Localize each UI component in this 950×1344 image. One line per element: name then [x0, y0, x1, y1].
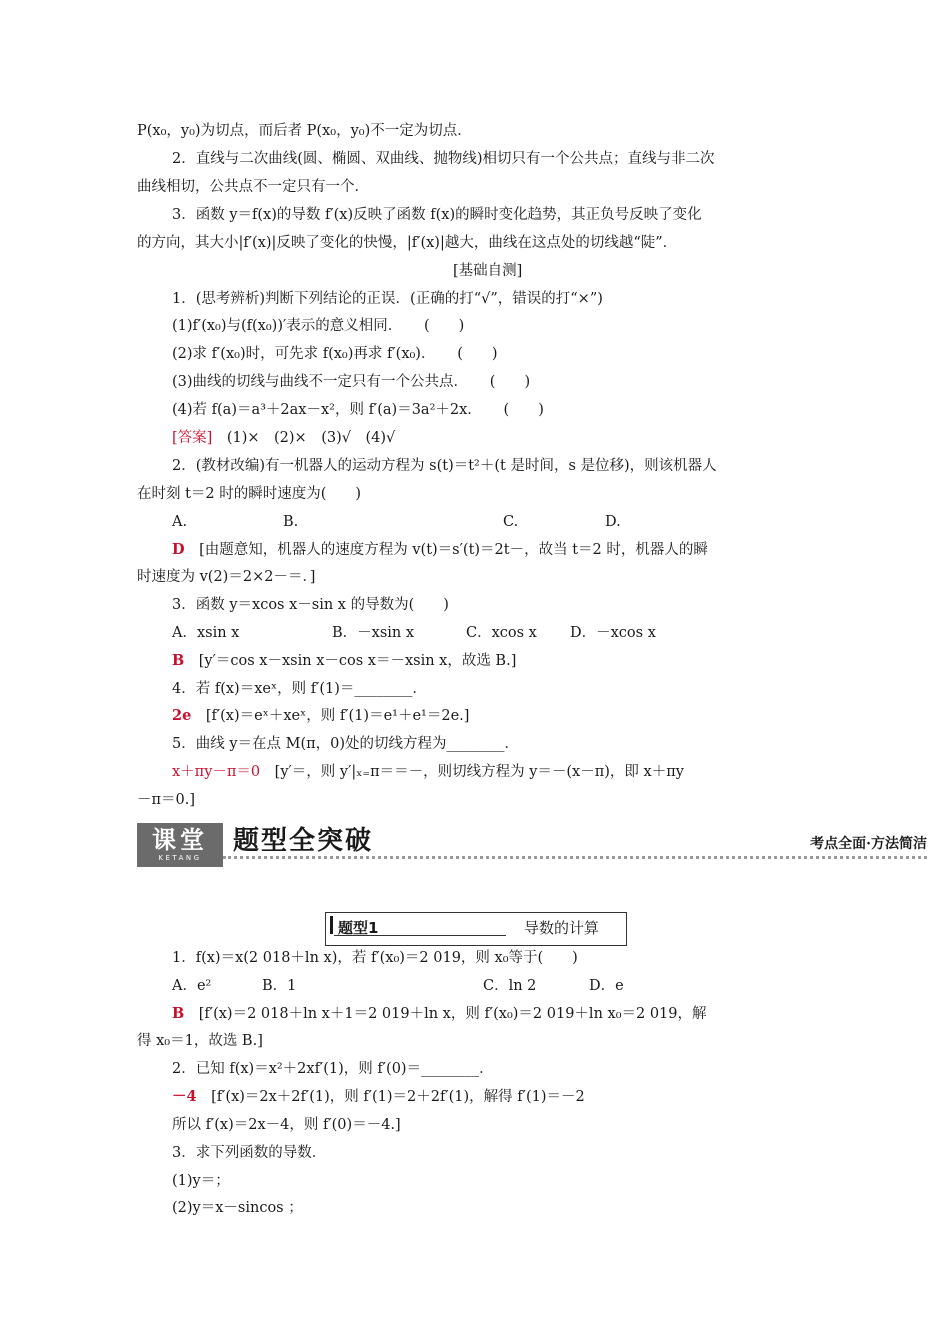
badge-title: 课堂: [152, 826, 208, 854]
answer-text: [f′(x)＝eˣ＋xeˣ，则 f′(1)＝e¹＋e¹＝2e.]: [205, 708, 470, 724]
text-line: 4．若 f(x)＝xeˣ，则 f′(1)＝________．: [172, 681, 427, 697]
text-line: －π＝0.]: [137, 792, 196, 808]
topic-label: 题型1: [338, 919, 379, 937]
answer-text: [f′(x)＝2 018＋ln x＋1＝2 019＋ln x，则 f′(x₀)＝2 019＋ln x₀＝2 019，解: [198, 1006, 707, 1022]
answer-key: －4: [172, 1088, 197, 1105]
answer-text: [y′＝，则 y′|ₓ₌π＝＝－，则切线方程为 y＝－(x－π)，即 x＋πy: [274, 764, 684, 780]
topic-title: 导数的计算: [524, 919, 600, 937]
option-d: D．e: [589, 978, 624, 994]
text-line: 2．(教材改编)有一机器人的运动方程为 s(t)＝t²＋(t 是时间，s 是位移)，则该机器人: [172, 458, 717, 474]
section-badge: [137, 823, 223, 867]
answer-label: [答案]: [172, 430, 213, 446]
option-c: C．xcos x: [466, 625, 537, 641]
answer-key: 2e: [172, 707, 192, 724]
topic-underline: [334, 935, 506, 936]
text-line: 所以 f′(x)＝2x－4，则 f′(0)＝－4.]: [172, 1117, 401, 1133]
text-line: 3．函数 y＝xcos x－sin x 的导数为( ): [172, 597, 449, 613]
answer-text: [由题意知，机器人的速度方程为 v(t)＝s′(t)＝2t－，故当 t＝2 时，机器人的瞬: [199, 542, 708, 558]
banner-tagline: 考点全面·方法简洁: [810, 836, 927, 852]
answer-text: (1)× (2)× (3)√ (4)√: [226, 430, 396, 446]
answer-key: B: [172, 652, 185, 669]
text-line: 在时刻 t＝2 时的瞬时速度为( ): [137, 486, 362, 502]
text-line: (2)求 f′(x₀)时，可先求 f(x₀)再求 f′(x₀)． ( ): [172, 346, 498, 362]
answer-key: D: [172, 541, 185, 558]
text-line: 得 x₀＝1，故选 B.]: [137, 1033, 263, 1049]
answer-line: [172, 1087, 585, 1107]
option-c: C.: [503, 514, 519, 530]
answer-text: [f′(x)＝2x＋2f′(1)，则 f′(1)＝2＋2f′(1)，解得 f′(1)＝－2: [211, 1089, 585, 1105]
text-line: (4)若 f(a)＝a³＋2ax－x²，则 f′(a)＝3a²＋2x． ( ): [172, 402, 544, 418]
text-line: (2)y＝x－sincos ；: [172, 1200, 303, 1216]
answer-line: [172, 1004, 707, 1024]
dotted-divider: [223, 856, 927, 859]
text-line: 2．直线与二次曲线(圆、椭圆、双曲线、抛物线)相切只有一个公共点；直线与非二次: [172, 151, 715, 167]
text-line: P(x₀，y₀)为切点，而后者 P(x₀，y₀)不一定为切点．: [137, 123, 472, 139]
text-line: 5．曲线 y＝在点 M(π，0)处的切线方程为________．: [172, 736, 520, 752]
option-a: A．e²: [172, 978, 212, 994]
option-d: D．－xcos x: [570, 625, 656, 641]
text-line: 曲线相切，公共点不一定只有一个．: [137, 179, 369, 195]
answer-line: [172, 651, 516, 671]
option-b: B.: [283, 514, 299, 530]
text-line: 时速度为 v(2)＝2×2－＝．]: [137, 569, 316, 585]
text-line: 3．求下列函数的导数．: [172, 1145, 327, 1161]
text-line: (1)y＝；: [172, 1173, 230, 1189]
topic-box: [325, 912, 627, 946]
answer-line: [172, 428, 395, 448]
option-a: A．xsin x: [172, 625, 240, 641]
section-heading: [基础自测]: [453, 263, 523, 279]
answer-line: [172, 706, 469, 726]
text-line: 1．f(x)＝x(2 018＋ln x)，若 f′(x₀)＝2 019，则 x₀等于( ): [172, 950, 578, 966]
text-line: (1)f′(x₀)与(f(x₀))′表示的意义相同． ( ): [172, 318, 465, 334]
answer-line: [172, 762, 684, 782]
answer-key: x＋πy－π＝0: [172, 764, 261, 780]
text-line: 的方向，其大小|f′(x)|反映了变化的快慢，|f′(x)|越大，曲线在这点处的切线越“陡”．: [137, 235, 678, 251]
answer-line: [172, 540, 708, 560]
option-b: B．－xsin x: [332, 625, 415, 641]
answer-key: B: [172, 1005, 185, 1022]
banner-title: 题型全突破: [233, 826, 374, 856]
topic-marker: [330, 916, 333, 934]
text-line: 2．已知 f(x)＝x²＋2xf′(1)，则 f′(0)＝________．: [172, 1061, 494, 1077]
answer-text: [y′＝cos x－xsin x－cos x＝－xsin x，故选 B.]: [198, 653, 517, 669]
badge-subtitle: KETANG: [158, 854, 202, 862]
option-b: B．1: [262, 978, 297, 994]
text-line: 3．函数 y＝f(x)的导数 f′(x)反映了函数 f(x)的瞬时变化趋势，其正负号反映了变化: [172, 207, 702, 223]
section-banner: [137, 823, 927, 871]
option-d: D.: [605, 514, 621, 530]
text-line: 1．(思考辨析)判断下列结论的正误．(正确的打“√”，错误的打“×”): [172, 291, 603, 307]
option-c: C．ln 2: [483, 978, 537, 994]
text-line: (3)曲线的切线与曲线不一定只有一个公共点． ( ): [172, 374, 531, 390]
option-a: A.: [172, 514, 188, 530]
